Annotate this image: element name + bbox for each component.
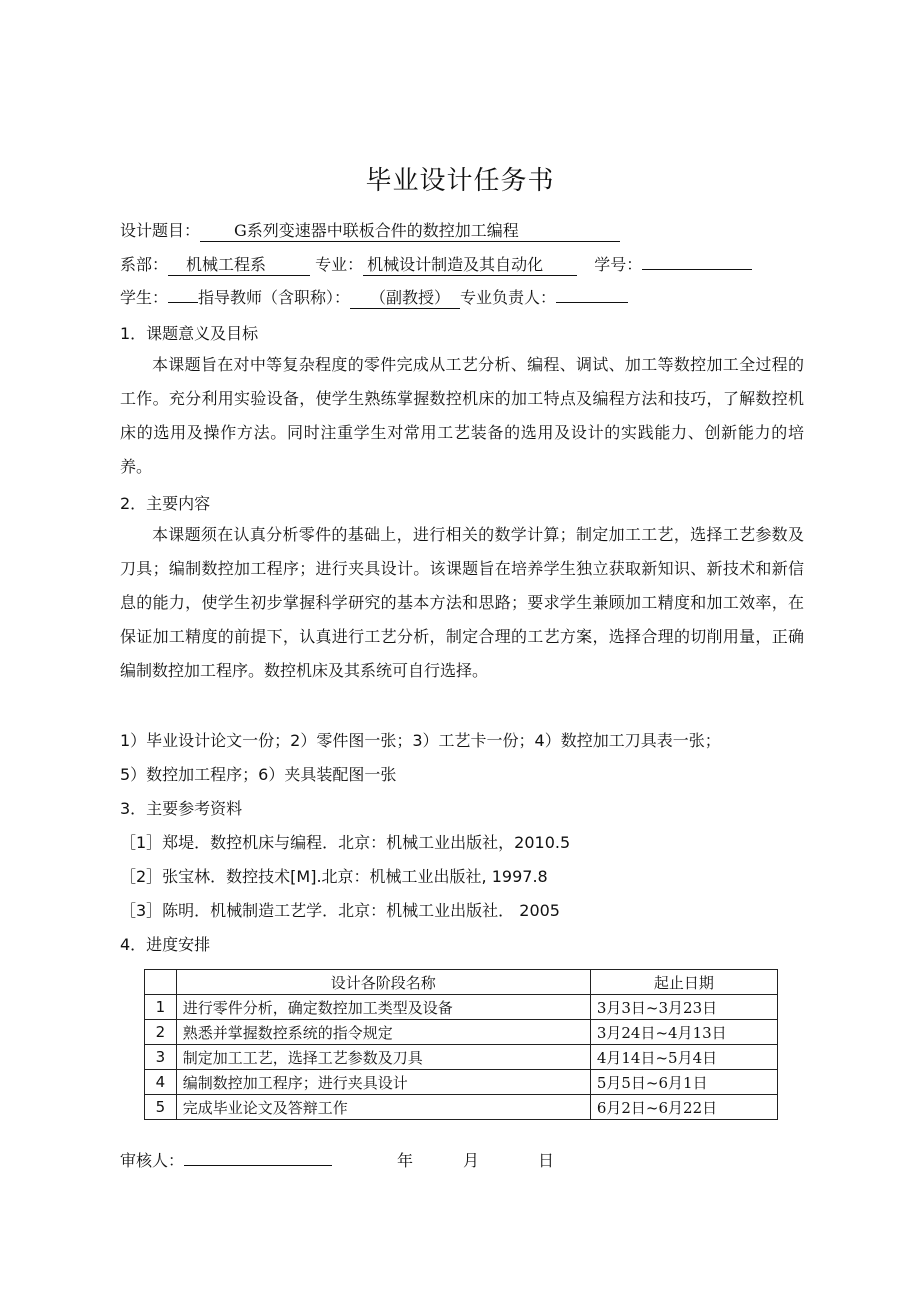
section-2-body: 本课题须在认真分析零件的基础上，进行相关的数学计算；制定加工工艺，选择工艺参数及刀具；编制数控加工程序；进行夹具设计。该课题旨在培养学生独立获取新知识、新技术和新信息的能力，使学生初步掌握科学研究的基本方法和思路；要求学生兼顾加工精度和加工效率，在保证加工精度的前提下，认真进行工艺分析，制定合理的工艺方案，选择合理的切削用量，正确编制数控加工程序。数控机床及其系统可自行选择。 [120,525,804,680]
row-number: 2 [145,1020,177,1045]
dept-value: 机械工程系 [168,256,310,276]
row-stage: 编制数控加工程序；进行夹具设计 [176,1070,590,1095]
schedule-header-row [145,970,778,995]
advisor-label: 指导教师（含职称）： [198,288,351,307]
row-stage: 熟悉并掌握数控系统的指令规定 [176,1020,590,1045]
section-1-heading: 1．课题意义及目标 [120,324,259,343]
row-number: 3 [145,1045,177,1070]
head-label: 专业负责人： [460,288,557,307]
reviewer-signature [120,1151,332,1171]
schedule-header-num [145,970,177,995]
section-2-heading: 2．主要内容 [120,494,211,513]
table-row [145,1020,778,1045]
row-number: 1 [145,995,177,1020]
table-row [145,1095,778,1120]
people-line [120,288,628,309]
date-day: 日 [538,1151,555,1170]
advisor-value: （副教授） [350,289,460,309]
date-month: 月 [463,1151,480,1170]
row-date: 5月5日~6月1日 [590,1070,777,1095]
page-title: 毕业设计任务书 [365,166,555,196]
reference-1: ［1］郑堤．数控机床与编程．北京：机械工业出版社，2010.5 [120,833,571,852]
schedule-header-date: 起止日期 [590,970,777,995]
student-id-blank [642,268,752,270]
deliverables-line-2: 5）数控加工程序；6）夹具装配图一张 [120,765,397,784]
row-stage: 进行零件分析，确定数控加工类型及设备 [176,995,590,1020]
schedule-table [144,969,778,1120]
major-label: 专业： [315,255,364,274]
reviewer-label: 审核人： [120,1151,185,1170]
row-date: 3月24日~4月13日 [590,1020,777,1045]
topic-value: G系列变速器中联板合件的数控加工编程 [200,222,620,242]
row-stage: 完成毕业论文及答辩工作 [176,1095,590,1120]
row-stage: 制定加工工艺，选择工艺参数及刀具 [176,1045,590,1070]
head-blank [556,301,628,303]
table-row [145,1070,778,1095]
row-date: 4月14日~5月4日 [590,1045,777,1070]
section-4-heading: 4．进度安排 [120,935,211,954]
dept-label: 系部： [120,255,169,274]
table-row [145,1045,778,1070]
major-value: 机械设计制造及其自动化 [363,256,577,276]
deliverables-line-1: 1）毕业设计论文一份；2）零件图一张；3）工艺卡一份；4）数控加工刀具表一张； [120,731,721,750]
reference-3: ［3］陈明．机械制造工艺学．北京：机械工业出版社． 2005 [120,901,560,920]
row-number: 4 [145,1070,177,1095]
student-id-label: 学号： [594,255,643,274]
table-row [145,995,778,1020]
row-number: 5 [145,1095,177,1120]
row-date: 3月3日~3月23日 [590,995,777,1020]
reviewer-blank [184,1164,332,1166]
row-date: 6月2日~6月22日 [590,1095,777,1120]
student-blank [168,301,198,303]
section-1-body: 本课题旨在对中等复杂程度的零件完成从工艺分析、编程、调试、加工等数控加工全过程的工作。充分利用实验设备，使学生熟练掌握数控机床的加工特点及编程方法和技巧，了解数控机床的选用及操作方法。同时注重学生对常用工艺装备的选用及设计的实践能力、创新能力的培养。 [120,355,804,476]
schedule-header-stage: 设计各阶段名称 [176,970,590,995]
reference-2: ［2］张宝林．数控技术[M].北京：机械工业出版社, 1997.8 [120,867,548,886]
dept-line [120,255,752,276]
student-label: 学生： [120,288,169,307]
topic-line [120,221,620,242]
section-3-heading: 3．主要参考资料 [120,799,243,818]
date-year: 年 [397,1151,414,1170]
topic-label: 设计题目： [120,221,201,240]
